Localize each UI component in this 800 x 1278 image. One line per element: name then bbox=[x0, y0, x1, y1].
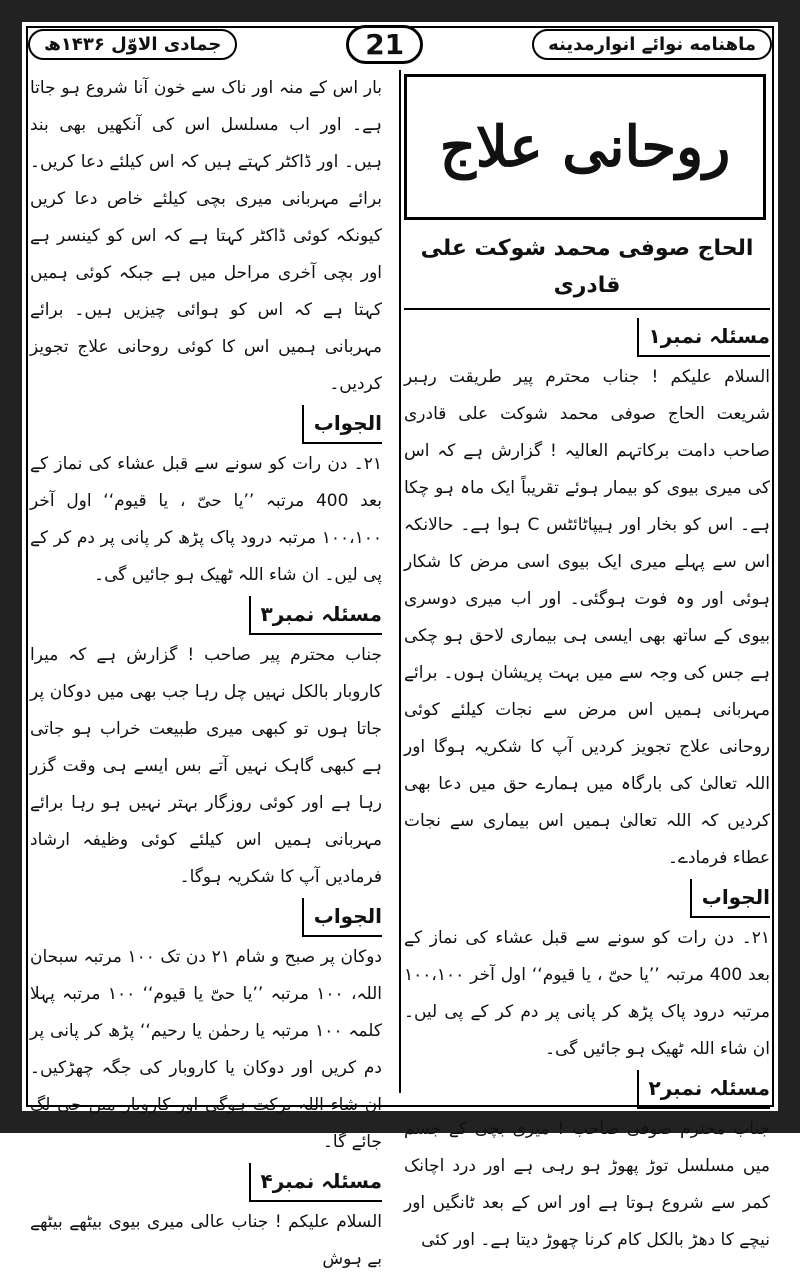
answer-1-text: ۲۱۔ دن رات کو سونے سے قبل عشاء کی نماز کے بعد 400 مرتبہ ’’یا حیّ ، یا قیوم‘‘ اول آخر ۱۰۰،۱۰۰ مرتبہ درود پاک پڑھ کر پانی پر دم کر کے پی لیں۔ ان شاء اللہ ٹھیک ہو جائیں گی۔ bbox=[404, 928, 770, 1059]
left-column bbox=[30, 70, 382, 1269]
question-4-heading: مسئلہ نمبر۴ bbox=[249, 1163, 383, 1202]
answer-3-heading: الجواب bbox=[302, 898, 382, 937]
question-4-text: السلام علیکم ! جناب عالی میری بیوی بیٹھے بیٹھے بے ہوش bbox=[30, 1212, 382, 1269]
question-1-heading: مسئلہ نمبر۱ bbox=[637, 318, 771, 357]
author-name: الحاج صوفی محمد شوکت علی قادری bbox=[404, 230, 770, 310]
magazine-name: ماهنامه نوائے انوارمدینه bbox=[532, 29, 772, 60]
question-1-text: السلام علیکم ! جناب محترم پیر طریقت رہبر شریعت الحاج صوفی محمد شوکت علی قادری صاحب دامت برکاتہم العالیہ ! گزارش ہے کہ اس کی میری بیوی کو بیمار ہوئے تقریباً ایک ماہ ہو چکا ہے۔ اس کو بخار اور ہیپاٹائٹس C ہوا ہے۔ حالانکہ اس سے پہلے میری ایک بیوی اسی مرض کا شکار ہوئی اور وہ فوت ہوگئی۔ اور اب میری دوسری بیوی کے ساتھ بھی ایسی ہی بیماری لاحق ہو چکی ہے جس کی وجہ سے میں بہت پریشان ہوں۔ برائے مہربانی ہمیں اس مرض سے نجات کیلئے کوئی روحانی علاج تجویز کردیں آپ کا شکریہ ہوگا اور اللہ تعالیٰ کی بارگاہ میں ہمارے حق میں دعا بھی کردیں کہ اللہ تعالیٰ ہمیں اس بیماری سے نجات عطاء فرمادے۔ bbox=[404, 367, 770, 868]
page-header bbox=[28, 22, 772, 66]
question-2-text: جناب محترم صوفی صاحب ! میری بچی کے جسم میں مسلسل توڑ پھوڑ ہو رہی ہے اور درد اچانک کمر سے شروع ہوتا ہے اور اس کے بعد ٹانگیں اور نیچے کا دھڑ بالکل کام کرنا چھوڑ دیتا ہے۔ اور کئی bbox=[404, 1119, 770, 1250]
answer-2-heading: الجواب bbox=[302, 405, 382, 444]
article-title: روحانی علاج bbox=[439, 113, 731, 180]
title-box bbox=[404, 74, 766, 220]
answer-2-text: ۲۱۔ دن رات کو سونے سے قبل عشاء کی نماز کے بعد 400 مرتبہ ’’یا حیّ ، یا قیوم‘‘ اول آخر ۱۰۰،۱۰۰ مرتبہ درود پاک پڑھ کر پانی پر دم کر کے پی لیں۔ ان شاء اللہ ٹھیک ہو جائیں گی۔ bbox=[30, 454, 382, 585]
column-divider bbox=[399, 70, 401, 1093]
answer-1-heading: الجواب bbox=[690, 879, 770, 918]
answer-3-text: دوکان پر صبح و شام ۲۱ دن تک ۱۰۰ مرتبہ سبحان اللہ، ۱۰۰ مرتبہ ’’یا حیّ یا قیوم‘‘ ۱۰۰ مرتبہ پہلا کلمہ ۱۰۰ مرتبہ یا رحمٰن یا رحیم‘‘ پڑھ کر پانی پر دم کریں اور دوکان یا کاروبار کی جگہ چھڑکیں۔ ان شاء اللہ برکت ہوگی اور کاروبار میں جی لگ جائے گا۔ bbox=[30, 947, 382, 1152]
question-3-heading: مسئلہ نمبر۳ bbox=[249, 596, 383, 635]
question-3-text: جناب محترم پیر صاحب ! گزارش ہے کہ میرا کاروبار بالکل نہیں چل رہا جب بھی میں دوکان پر جاتا ہوں تو کبھی میری طبیعت خراب ہو جاتی ہے کبھی گاہک نہیں آتے بس ایسے ہی وقت گزر رہا ہے اور کوئی روزگار بہتر نہیں ہو رہا برائے مہربانی ہمیں اس کیلئے کوئی وظیفہ ارشاد فرمادیں آپ کا شکریہ ہوگا۔ bbox=[30, 645, 382, 887]
right-column bbox=[404, 70, 770, 1250]
page-number: 21 bbox=[346, 25, 423, 64]
question-2-continued: بار اس کے منہ اور ناک سے خون آنا شروع ہو جاتا ہے۔ اور اب مسلسل اس کی آنکھیں بھی بند ہیں۔ اور ڈاکٹر کہتے ہیں کہ اس کیلئے دعا کریں۔ برائے مہربانی میری بچی کیلئے خاص دعا کریں کیونکہ کوئی ڈاکٹر کہتا ہے کہ اس کو کینسر ہے اور بچی آخری مراحل میں ہے جبکہ کوئی ہمیں کہتا ہے کہ اس کو ہوائی چیزیں ہیں۔ برائے مہربانی ہمیں اس کا کوئی روحانی علاج تجویز کردیں۔ bbox=[30, 78, 382, 394]
question-2-heading: مسئلہ نمبر۲ bbox=[637, 1070, 771, 1109]
issue-date: جمادی الاوّل ۱۴۳۶ھ bbox=[28, 29, 237, 60]
